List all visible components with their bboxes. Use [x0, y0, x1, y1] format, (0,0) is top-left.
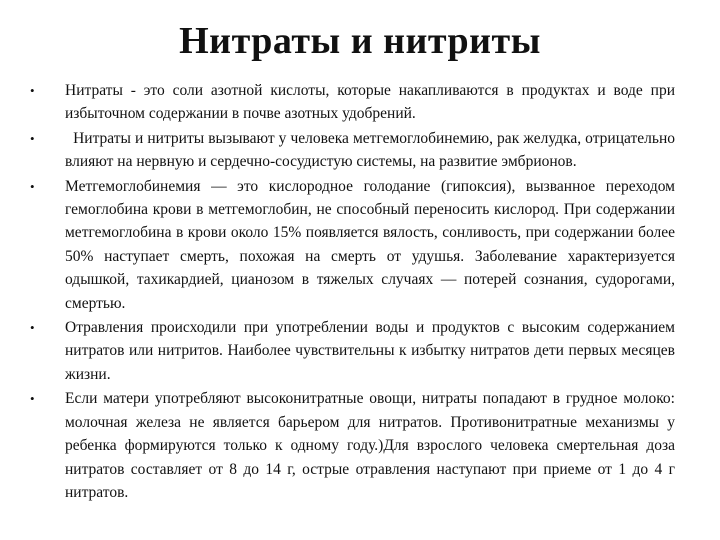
- bullet-item: [30, 127, 675, 174]
- bullet-item: [30, 79, 675, 126]
- bullet-item: [30, 387, 675, 504]
- bullet-text: Отравления происходили при употреблении воды и продуктов с высоким содержанием нитратов или нитритов. Наиболее чувствительны к избытку нитратов дети первых месяцев жизни.: [65, 319, 675, 383]
- bullet-dot-icon: •: [30, 83, 35, 98]
- bullet-text: Нитраты и нитриты вызывают у человека метгемоглобинемию, рак желудка, отрицательно влияют на нервную и сердечно-сосудистую системы, на развитие эмбрионов.: [65, 129, 675, 171]
- bullet-item: [30, 316, 675, 386]
- bullet-list: [30, 79, 675, 505]
- bullet-text: Если матери употребляют высоконитратные овощи, нитраты попадают в грудное молоко: молочная железа не является барьером для нитратов. Противонитратные механизмы у ребенка формируются только к одному году.)Для взрослого человека смертельная доза нитратов составляет от 8 до 14 г, острые отравления наступают при приеме от 1 до 4 г нитратов.: [65, 390, 675, 501]
- bullet-dot-icon: •: [30, 320, 35, 336]
- bullet-dot-icon: •: [30, 391, 35, 407]
- slide-title: Нитраты и нитриты: [179, 20, 541, 62]
- bullet-text: Метгемоглобинемия — это кислородное голодание (гипоксия), вызванное переходом гемоглобина крови в метгемоглобин, не способный переносить кислород. При содержании метгемоглобина в крови около 15% появляется вялость, сонливость, при содержании более 50% наступает смерть, похожая на смерть от удушья. Заболевание характеризуется одышкой, тахикардией, цианозом в тяжелых случаях — потерей сознания, судорогами, смертью.: [65, 177, 675, 312]
- bullet-item: [30, 175, 675, 315]
- bullet-text: Нитраты - это соли азотной кислоты, которые накапливаются в продуктах и воде при избыточном содержании в почве азотных удобрений.: [65, 82, 675, 123]
- bullet-dot-icon: •: [30, 178, 35, 194]
- bullet-dot-icon: •: [30, 130, 35, 146]
